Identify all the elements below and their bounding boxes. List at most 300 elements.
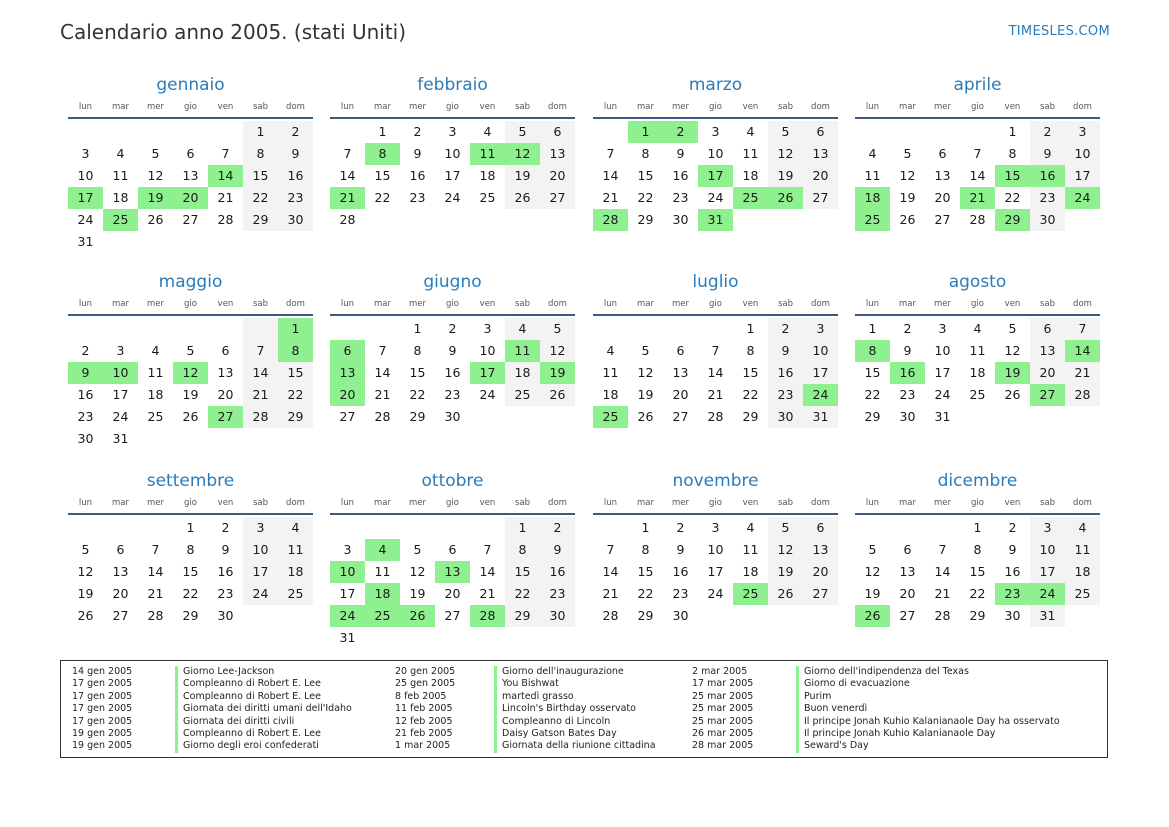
day-cell[interactable]: 9: [540, 539, 575, 561]
day-cell[interactable]: 3: [483, 321, 492, 336]
day-cell[interactable]: 22: [742, 387, 759, 402]
day-cell[interactable]: 2: [413, 124, 422, 139]
day-cell[interactable]: 27: [672, 409, 689, 424]
day-cell[interactable]: 3: [711, 520, 720, 535]
day-cell[interactable]: 13: [899, 564, 916, 579]
day-cell[interactable]: 13: [112, 564, 129, 579]
day-cell[interactable]: 9: [221, 542, 230, 557]
day-cell[interactable]: 10: [444, 146, 461, 161]
day-cell[interactable]: 21: [479, 586, 496, 601]
holiday-day-cell[interactable]: 28: [593, 209, 628, 231]
day-cell[interactable]: 13: [672, 365, 689, 380]
day-cell[interactable]: 30: [768, 406, 803, 428]
day-cell[interactable]: 6: [1030, 318, 1065, 340]
holiday-day-cell[interactable]: 14: [208, 165, 243, 187]
holiday-day-cell[interactable]: 10: [330, 561, 365, 583]
day-cell[interactable]: 3: [448, 124, 457, 139]
day-cell[interactable]: 10: [77, 168, 94, 183]
day-cell[interactable]: 23: [1030, 187, 1065, 209]
day-cell[interactable]: 29: [505, 605, 540, 627]
day-cell[interactable]: 18: [602, 387, 619, 402]
day-cell[interactable]: 11: [147, 365, 164, 380]
day-cell[interactable]: 27: [540, 187, 575, 209]
day-cell[interactable]: 5: [641, 343, 650, 358]
day-cell[interactable]: 7: [221, 146, 230, 161]
day-cell[interactable]: 21: [374, 387, 391, 402]
day-cell[interactable]: 19: [182, 387, 199, 402]
day-cell[interactable]: 10: [1030, 539, 1065, 561]
holiday-day-cell[interactable]: 23: [995, 583, 1030, 605]
day-cell[interactable]: 10: [803, 340, 838, 362]
day-cell[interactable]: 22: [505, 583, 540, 605]
holiday-day-cell[interactable]: 26: [768, 187, 803, 209]
day-cell[interactable]: 27: [899, 608, 916, 623]
day-cell[interactable]: 3: [711, 124, 720, 139]
day-cell[interactable]: 28: [602, 608, 619, 623]
holiday-day-cell[interactable]: 12: [173, 362, 208, 384]
day-cell[interactable]: 11: [864, 168, 881, 183]
day-cell[interactable]: 7: [483, 542, 492, 557]
day-cell[interactable]: 28: [243, 406, 278, 428]
holiday-day-cell[interactable]: 19: [995, 362, 1030, 384]
day-cell[interactable]: 29: [182, 608, 199, 623]
holiday-day-cell[interactable]: 4: [365, 539, 400, 561]
day-cell[interactable]: 22: [1004, 190, 1021, 205]
holiday-day-cell[interactable]: 25: [733, 583, 768, 605]
day-cell[interactable]: 10: [1065, 143, 1100, 165]
day-cell[interactable]: 4: [746, 520, 755, 535]
day-cell[interactable]: 22: [637, 586, 654, 601]
day-cell[interactable]: 6: [803, 517, 838, 539]
day-cell[interactable]: 17: [1030, 561, 1065, 583]
day-cell[interactable]: 8: [641, 146, 650, 161]
day-cell[interactable]: 7: [711, 343, 720, 358]
day-cell[interactable]: 5: [768, 121, 803, 143]
day-cell[interactable]: 19: [409, 586, 426, 601]
day-cell[interactable]: 18: [742, 168, 759, 183]
day-cell[interactable]: 26: [505, 187, 540, 209]
day-cell[interactable]: 4: [1065, 517, 1100, 539]
day-cell[interactable]: 25: [147, 409, 164, 424]
day-cell[interactable]: 24: [707, 586, 724, 601]
day-cell[interactable]: 31: [339, 630, 356, 645]
day-cell[interactable]: 16: [672, 564, 689, 579]
day-cell[interactable]: 22: [243, 187, 278, 209]
day-cell[interactable]: 13: [803, 539, 838, 561]
day-cell[interactable]: 28: [1065, 384, 1100, 406]
day-cell[interactable]: 20: [444, 586, 461, 601]
day-cell[interactable]: 1: [973, 520, 982, 535]
holiday-day-cell[interactable]: 24: [803, 384, 838, 406]
day-cell[interactable]: 14: [969, 168, 986, 183]
day-cell[interactable]: 27: [339, 409, 356, 424]
day-cell[interactable]: 22: [969, 586, 986, 601]
day-cell[interactable]: 30: [444, 409, 461, 424]
day-cell[interactable]: 8: [746, 343, 755, 358]
day-cell[interactable]: 16: [77, 387, 94, 402]
day-cell[interactable]: 4: [973, 321, 982, 336]
day-cell[interactable]: 24: [479, 387, 496, 402]
day-cell[interactable]: 2: [448, 321, 457, 336]
day-cell[interactable]: 29: [969, 608, 986, 623]
day-cell[interactable]: 9: [1008, 542, 1017, 557]
holiday-day-cell[interactable]: 17: [68, 187, 103, 209]
day-cell[interactable]: 21: [602, 586, 619, 601]
day-cell[interactable]: 30: [672, 212, 689, 227]
day-cell[interactable]: 6: [676, 343, 685, 358]
holiday-day-cell[interactable]: 16: [1030, 165, 1065, 187]
day-cell[interactable]: 3: [343, 542, 352, 557]
day-cell[interactable]: 27: [444, 608, 461, 623]
day-cell[interactable]: 31: [803, 406, 838, 428]
day-cell[interactable]: 2: [221, 520, 230, 535]
day-cell[interactable]: 1: [868, 321, 877, 336]
day-cell[interactable]: 12: [540, 340, 575, 362]
day-cell[interactable]: 25: [479, 190, 496, 205]
day-cell[interactable]: 29: [742, 409, 759, 424]
day-cell[interactable]: 28: [969, 212, 986, 227]
holiday-day-cell[interactable]: 27: [208, 406, 243, 428]
day-cell[interactable]: 14: [602, 168, 619, 183]
day-cell[interactable]: 17: [707, 564, 724, 579]
day-cell[interactable]: 30: [77, 431, 94, 446]
holiday-day-cell[interactable]: 13: [330, 362, 365, 384]
day-cell[interactable]: 16: [409, 168, 426, 183]
day-cell[interactable]: 26: [768, 583, 803, 605]
day-cell[interactable]: 30: [217, 608, 234, 623]
day-cell[interactable]: 2: [278, 121, 313, 143]
holiday-day-cell[interactable]: 21: [960, 187, 995, 209]
day-cell[interactable]: 16: [540, 561, 575, 583]
day-cell[interactable]: 28: [147, 608, 164, 623]
day-cell[interactable]: 13: [934, 168, 951, 183]
day-cell[interactable]: 23: [899, 387, 916, 402]
day-cell[interactable]: 19: [505, 165, 540, 187]
day-cell[interactable]: 16: [444, 365, 461, 380]
day-cell[interactable]: 14: [374, 365, 391, 380]
day-cell[interactable]: 10: [479, 343, 496, 358]
day-cell[interactable]: 12: [147, 168, 164, 183]
day-cell[interactable]: 1: [378, 124, 387, 139]
day-cell[interactable]: 6: [938, 146, 947, 161]
day-cell[interactable]: 22: [864, 387, 881, 402]
day-cell[interactable]: 1: [243, 121, 278, 143]
day-cell[interactable]: 17: [243, 561, 278, 583]
day-cell[interactable]: 3: [1030, 517, 1065, 539]
day-cell[interactable]: 19: [637, 387, 654, 402]
day-cell[interactable]: 1: [413, 321, 422, 336]
day-cell[interactable]: 5: [151, 146, 160, 161]
day-cell[interactable]: 27: [803, 187, 838, 209]
day-cell[interactable]: 14: [934, 564, 951, 579]
day-cell[interactable]: 18: [1065, 561, 1100, 583]
holiday-day-cell[interactable]: 8: [855, 340, 890, 362]
day-cell[interactable]: 11: [602, 365, 619, 380]
day-cell[interactable]: 7: [938, 542, 947, 557]
day-cell[interactable]: 28: [339, 212, 356, 227]
holiday-day-cell[interactable]: 1: [278, 318, 313, 340]
day-cell[interactable]: 30: [278, 209, 313, 231]
day-cell[interactable]: 20: [803, 165, 838, 187]
day-cell[interactable]: 1: [186, 520, 195, 535]
day-cell[interactable]: 2: [768, 318, 803, 340]
day-cell[interactable]: 9: [903, 343, 912, 358]
day-cell[interactable]: 6: [116, 542, 125, 557]
day-cell[interactable]: 24: [934, 387, 951, 402]
holiday-day-cell[interactable]: 8: [365, 143, 400, 165]
day-cell[interactable]: 26: [899, 212, 916, 227]
site-link[interactable]: TIMESLES.COM: [1008, 24, 1110, 39]
day-cell[interactable]: 4: [151, 343, 160, 358]
day-cell[interactable]: 15: [243, 165, 278, 187]
day-cell[interactable]: 31: [1030, 605, 1065, 627]
day-cell[interactable]: 31: [77, 234, 94, 249]
day-cell[interactable]: 15: [969, 564, 986, 579]
day-cell[interactable]: 12: [768, 143, 803, 165]
day-cell[interactable]: 28: [217, 212, 234, 227]
day-cell[interactable]: 6: [221, 343, 230, 358]
day-cell[interactable]: 21: [243, 384, 278, 406]
day-cell[interactable]: 20: [934, 190, 951, 205]
day-cell[interactable]: 12: [768, 539, 803, 561]
day-cell[interactable]: 27: [182, 212, 199, 227]
day-cell[interactable]: 6: [186, 146, 195, 161]
day-cell[interactable]: 22: [637, 190, 654, 205]
day-cell[interactable]: 4: [278, 517, 313, 539]
day-cell[interactable]: 28: [707, 409, 724, 424]
day-cell[interactable]: 23: [672, 190, 689, 205]
day-cell[interactable]: 8: [413, 343, 422, 358]
day-cell[interactable]: 9: [676, 542, 685, 557]
day-cell[interactable]: 16: [1004, 564, 1021, 579]
day-cell[interactable]: 23: [444, 387, 461, 402]
day-cell[interactable]: 17: [112, 387, 129, 402]
day-cell[interactable]: 6: [903, 542, 912, 557]
holiday-day-cell[interactable]: 29: [995, 209, 1030, 231]
day-cell[interactable]: 13: [217, 365, 234, 380]
day-cell[interactable]: 18: [479, 168, 496, 183]
day-cell[interactable]: 29: [278, 406, 313, 428]
day-cell[interactable]: 2: [676, 520, 685, 535]
day-cell[interactable]: 21: [602, 190, 619, 205]
day-cell[interactable]: 12: [864, 564, 881, 579]
day-cell[interactable]: 23: [768, 384, 803, 406]
day-cell[interactable]: 6: [803, 121, 838, 143]
day-cell[interactable]: 9: [278, 143, 313, 165]
day-cell[interactable]: 22: [182, 586, 199, 601]
day-cell[interactable]: 26: [182, 409, 199, 424]
day-cell[interactable]: 13: [540, 143, 575, 165]
day-cell[interactable]: 4: [868, 146, 877, 161]
day-cell[interactable]: 21: [707, 387, 724, 402]
day-cell[interactable]: 2: [903, 321, 912, 336]
day-cell[interactable]: 10: [707, 146, 724, 161]
day-cell[interactable]: 19: [77, 586, 94, 601]
day-cell[interactable]: 16: [672, 168, 689, 183]
day-cell[interactable]: 17: [803, 362, 838, 384]
day-cell[interactable]: 24: [444, 190, 461, 205]
day-cell[interactable]: 13: [803, 143, 838, 165]
day-cell[interactable]: 15: [374, 168, 391, 183]
day-cell[interactable]: 12: [1004, 343, 1021, 358]
holiday-day-cell[interactable]: 12: [505, 143, 540, 165]
day-cell[interactable]: 15: [742, 365, 759, 380]
day-cell[interactable]: 5: [186, 343, 195, 358]
day-cell[interactable]: 11: [278, 539, 313, 561]
day-cell[interactable]: 28: [374, 409, 391, 424]
day-cell[interactable]: 17: [339, 586, 356, 601]
day-cell[interactable]: 2: [81, 343, 90, 358]
day-cell[interactable]: 21: [217, 190, 234, 205]
day-cell[interactable]: 18: [112, 190, 129, 205]
holiday-day-cell[interactable]: 18: [365, 583, 400, 605]
day-cell[interactable]: 13: [1030, 340, 1065, 362]
day-cell[interactable]: 18: [278, 561, 313, 583]
day-cell[interactable]: 19: [768, 165, 803, 187]
holiday-day-cell[interactable]: 28: [470, 605, 505, 627]
day-cell[interactable]: 14: [707, 365, 724, 380]
day-cell[interactable]: 20: [899, 586, 916, 601]
day-cell[interactable]: 21: [1065, 362, 1100, 384]
holiday-day-cell[interactable]: 25: [855, 209, 890, 231]
day-cell[interactable]: 7: [151, 542, 160, 557]
holiday-day-cell[interactable]: 8: [278, 340, 313, 362]
day-cell[interactable]: 19: [768, 561, 803, 583]
day-cell[interactable]: 18: [742, 564, 759, 579]
day-cell[interactable]: 7: [1065, 318, 1100, 340]
day-cell[interactable]: 30: [899, 409, 916, 424]
day-cell[interactable]: 5: [868, 542, 877, 557]
day-cell[interactable]: 25: [278, 583, 313, 605]
holiday-day-cell[interactable]: 25: [365, 605, 400, 627]
day-cell[interactable]: 30: [540, 605, 575, 627]
day-cell[interactable]: 7: [378, 343, 387, 358]
day-cell[interactable]: 26: [147, 212, 164, 227]
day-cell[interactable]: 5: [505, 121, 540, 143]
day-cell[interactable]: 23: [217, 586, 234, 601]
holiday-day-cell[interactable]: 24: [1065, 187, 1100, 209]
day-cell[interactable]: 27: [934, 212, 951, 227]
day-cell[interactable]: 2: [1030, 121, 1065, 143]
day-cell[interactable]: 29: [637, 212, 654, 227]
holiday-day-cell[interactable]: 24: [330, 605, 365, 627]
day-cell[interactable]: 25: [969, 387, 986, 402]
day-cell[interactable]: 11: [742, 542, 759, 557]
day-cell[interactable]: 15: [637, 564, 654, 579]
holiday-day-cell[interactable]: 21: [330, 187, 365, 209]
day-cell[interactable]: 3: [81, 146, 90, 161]
day-cell[interactable]: 18: [147, 387, 164, 402]
day-cell[interactable]: 2: [1008, 520, 1017, 535]
day-cell[interactable]: 16: [768, 362, 803, 384]
day-cell[interactable]: 13: [182, 168, 199, 183]
holiday-day-cell[interactable]: 31: [698, 209, 733, 231]
day-cell[interactable]: 7: [606, 146, 615, 161]
holiday-day-cell[interactable]: 20: [330, 384, 365, 406]
day-cell[interactable]: 14: [339, 168, 356, 183]
day-cell[interactable]: 17: [1065, 165, 1100, 187]
day-cell[interactable]: 7: [606, 542, 615, 557]
day-cell[interactable]: 1: [641, 520, 650, 535]
day-cell[interactable]: 29: [409, 409, 426, 424]
day-cell[interactable]: 18: [505, 362, 540, 384]
day-cell[interactable]: 11: [112, 168, 129, 183]
holiday-day-cell[interactable]: 13: [435, 561, 470, 583]
day-cell[interactable]: 15: [278, 362, 313, 384]
day-cell[interactable]: 11: [374, 564, 391, 579]
day-cell[interactable]: 10: [934, 343, 951, 358]
holiday-day-cell[interactable]: 19: [540, 362, 575, 384]
day-cell[interactable]: 9: [676, 146, 685, 161]
day-cell[interactable]: 4: [116, 146, 125, 161]
day-cell[interactable]: 12: [899, 168, 916, 183]
day-cell[interactable]: 30: [1030, 209, 1065, 231]
day-cell[interactable]: 24: [112, 409, 129, 424]
day-cell[interactable]: 26: [637, 409, 654, 424]
day-cell[interactable]: 8: [505, 539, 540, 561]
day-cell[interactable]: 23: [409, 190, 426, 205]
day-cell[interactable]: 7: [243, 340, 278, 362]
day-cell[interactable]: 7: [973, 146, 982, 161]
day-cell[interactable]: 20: [112, 586, 129, 601]
day-cell[interactable]: 9: [448, 343, 457, 358]
holiday-day-cell[interactable]: 26: [855, 605, 890, 627]
day-cell[interactable]: 31: [934, 409, 951, 424]
day-cell[interactable]: 31: [112, 431, 129, 446]
day-cell[interactable]: 1: [505, 517, 540, 539]
holiday-day-cell[interactable]: 14: [1065, 340, 1100, 362]
day-cell[interactable]: 23: [278, 187, 313, 209]
day-cell[interactable]: 8: [641, 542, 650, 557]
day-cell[interactable]: 14: [479, 564, 496, 579]
day-cell[interactable]: 14: [243, 362, 278, 384]
day-cell[interactable]: 3: [116, 343, 125, 358]
day-cell[interactable]: 5: [768, 517, 803, 539]
holiday-day-cell[interactable]: 11: [470, 143, 505, 165]
day-cell[interactable]: 16: [278, 165, 313, 187]
day-cell[interactable]: 16: [217, 564, 234, 579]
day-cell[interactable]: 3: [1065, 121, 1100, 143]
holiday-day-cell[interactable]: 26: [400, 605, 435, 627]
day-cell[interactable]: 2: [540, 517, 575, 539]
day-cell[interactable]: 3: [938, 321, 947, 336]
day-cell[interactable]: 17: [444, 168, 461, 183]
day-cell[interactable]: 24: [707, 190, 724, 205]
holiday-day-cell[interactable]: 19: [138, 187, 173, 209]
holiday-day-cell[interactable]: 11: [505, 340, 540, 362]
holiday-day-cell[interactable]: 15: [995, 165, 1030, 187]
day-cell[interactable]: 28: [934, 608, 951, 623]
day-cell[interactable]: 3: [243, 517, 278, 539]
day-cell[interactable]: 21: [934, 586, 951, 601]
holiday-day-cell[interactable]: 6: [330, 340, 365, 362]
holiday-day-cell[interactable]: 1: [628, 121, 663, 143]
holiday-day-cell[interactable]: 25: [103, 209, 138, 231]
day-cell[interactable]: 10: [707, 542, 724, 557]
day-cell[interactable]: 11: [742, 146, 759, 161]
day-cell[interactable]: 8: [186, 542, 195, 557]
day-cell[interactable]: 25: [505, 384, 540, 406]
holiday-day-cell[interactable]: 17: [470, 362, 505, 384]
day-cell[interactable]: 20: [217, 387, 234, 402]
day-cell[interactable]: 14: [602, 564, 619, 579]
holiday-day-cell[interactable]: 9: [68, 362, 103, 384]
day-cell[interactable]: 15: [864, 365, 881, 380]
day-cell[interactable]: 12: [637, 365, 654, 380]
holiday-day-cell[interactable]: 24: [1030, 583, 1065, 605]
day-cell[interactable]: 5: [540, 318, 575, 340]
day-cell[interactable]: 19: [899, 190, 916, 205]
